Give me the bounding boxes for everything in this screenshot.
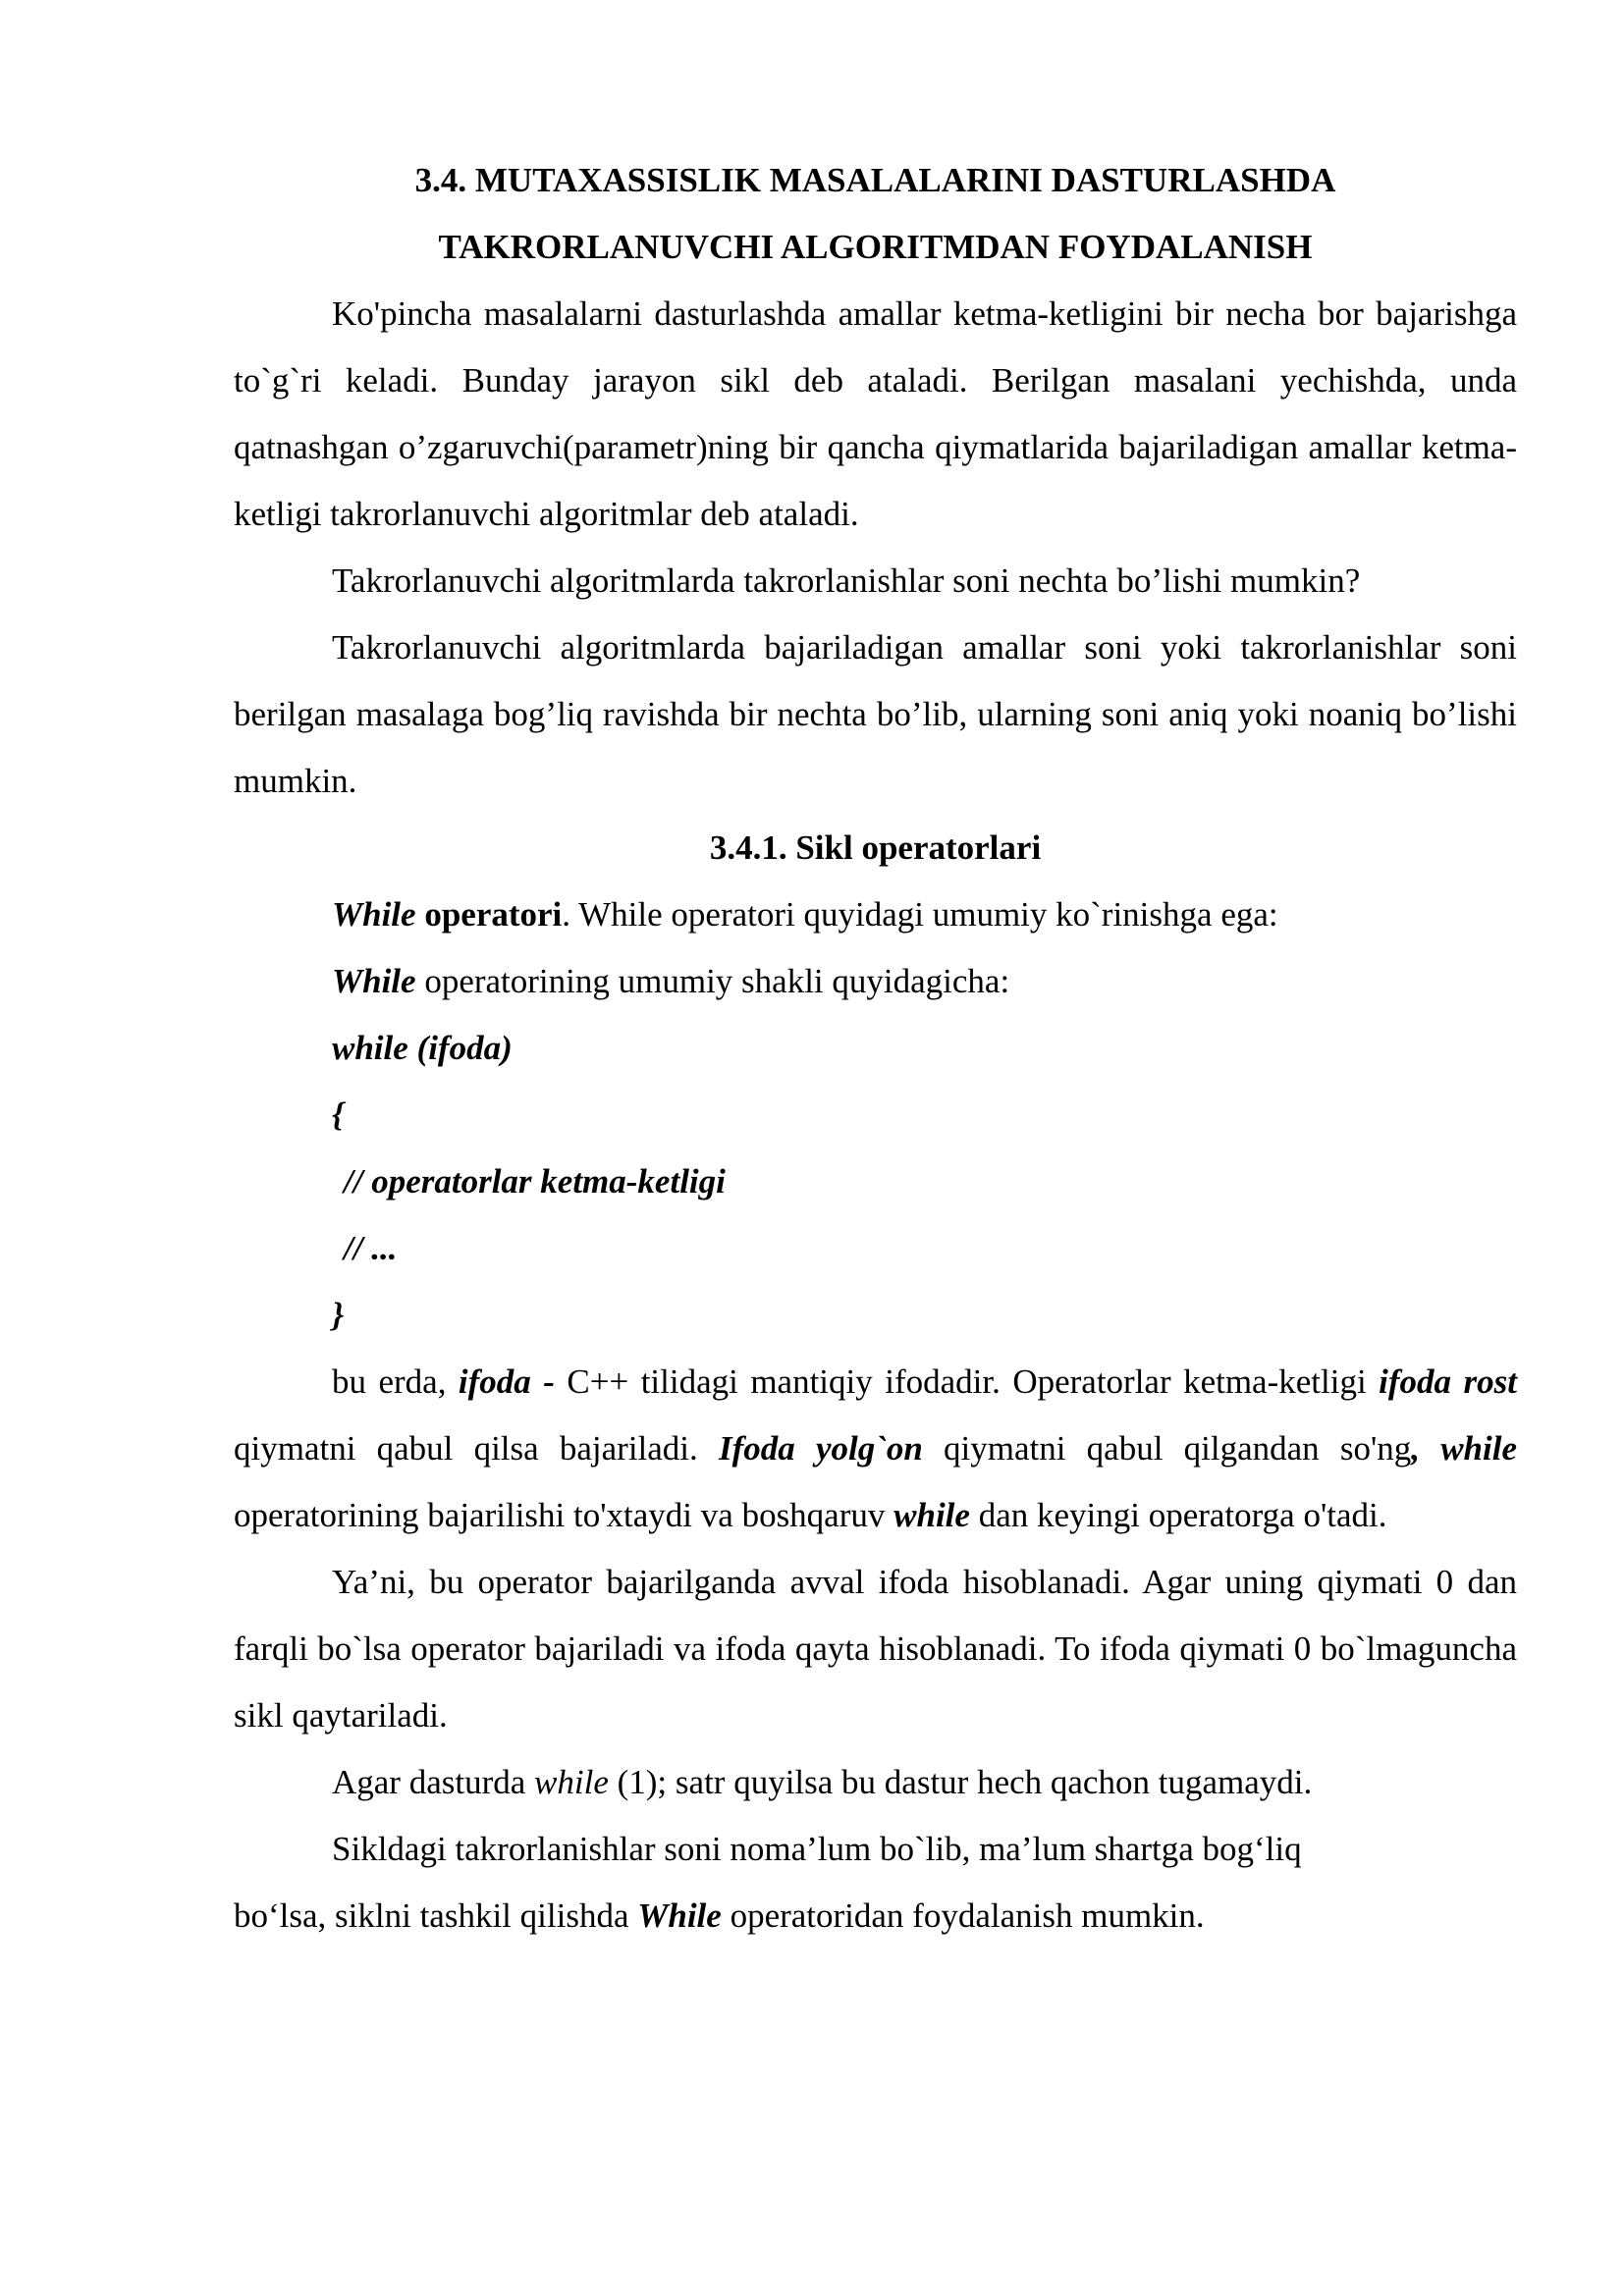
while-keyword: While [332, 895, 416, 934]
while-keyword: While [332, 962, 416, 1000]
last-paragraph-line-2 [234, 1883, 1517, 1949]
yani-paragraph: Ya’ni, bu operator bajarilganda avval ifoda hisoblanadi. Agar uning qiymati 0 dan farqli bo`lsa operator bajariladi va ifoda qayta hisoblanadi. To ifoda qiymati 0 bo`lmaguncha sikl qaytariladi. [234, 1563, 1517, 1735]
agar-text-1: Agar dasturda [332, 1763, 535, 1801]
while-form-paragraph [234, 948, 1517, 1015]
intro-paragraph-1: Ko'pincha masalalarni dasturlashda amallar ketma-ketligini bir necha bor bajarishga to`g`ri keladi. Bunday jarayon sikl deb ataladi. Berilgan masalani yechishda, unda qatnashgan o’zgaruvchi(parametr)ning bir qancha qiymatlarida bajariladigan amallar ketma-ketligi takrorlanuvchi algoritmlar deb ataladi. [234, 294, 1517, 533]
while-keyword: while [893, 1496, 970, 1534]
explain-text-5: operatorining bajarilishi to'xtaydi va boshqaruv [234, 1496, 894, 1534]
explain-text-1: bu erda, [332, 1362, 459, 1401]
while-keyword: while [534, 1763, 609, 1801]
code-line-4: // ... [344, 1229, 398, 1267]
explain-text-4: qiymatni qabul qilgandan so'ng [922, 1429, 1412, 1468]
last-text-1: bo‘lsa, siklni tashkil qilishda [234, 1896, 638, 1935]
agar-paragraph [234, 1749, 1517, 1816]
intro-paragraph-2: Takrorlanuvchi algoritmlarda takrorlanishlar soni nechta bo’lishi mumkin? [332, 561, 1361, 600]
code-line-2: { [332, 1095, 345, 1134]
explain-text-3: qiymatni qabul qilsa bajariladi. [234, 1429, 719, 1468]
code-line-5: } [332, 1296, 345, 1334]
explain-text-2: C++ tilidagi mantiqiy ifodadir. Operatorlar ketma-ketligi [567, 1362, 1380, 1401]
while-intro-text: . While operatori quyidagi umumiy ko`rinishga ega: [562, 895, 1278, 934]
last-paragraph-line-1: Sikldagi takrorlanishlar soni noma’lum bo`lib, ma’lum shartga bog‘liq [332, 1830, 1302, 1868]
ifoda-yolgon-keyword: Ifoda yolg`on [718, 1429, 923, 1468]
explain-paragraph [234, 1349, 1517, 1549]
operatori-bold: operatori [415, 895, 563, 934]
explain-text-6: dan keyingi operatorga o'tadi. [969, 1496, 1387, 1534]
code-line-3: // operatorlar ketma-ketligi [344, 1162, 726, 1201]
heading-line-2: TAKRORLANUVCHI ALGORITMDAN FOYDALANISH [438, 228, 1313, 266]
while-keyword: , while [1411, 1429, 1518, 1468]
while-intro-paragraph [234, 881, 1517, 948]
ifoda-keyword: ifoda - [458, 1362, 568, 1401]
heading-line-1: 3.4. MUTAXASSISLIK MASALALARINI DASTURLASHDA [414, 161, 1336, 199]
while-keyword: While [637, 1896, 722, 1935]
last-text-2: operatoridan foydalanish mumkin. [721, 1896, 1205, 1935]
ifoda-rost-keyword: ifoda rost [1379, 1362, 1517, 1401]
section-title: 3.4.1. Sikl operatorlari [709, 828, 1042, 867]
code-line-1: while (ifoda) [332, 1029, 513, 1067]
while-form-text: operatorining umumiy shakli quyidagicha: [415, 962, 1010, 1000]
intro-paragraph-3: Takrorlanuvchi algoritmlarda bajariladigan amallar soni yoki takrorlanishlar soni berilgan masalaga bog’liq ravishda bir nechta bo’lib, ularning soni aniq yoki noaniq bo’lishi mumkin. [234, 628, 1517, 800]
page-content [234, 147, 1517, 1949]
agar-text-2: (1); satr quyilsa bu dastur hech qachon tugamaydi. [608, 1763, 1313, 1801]
